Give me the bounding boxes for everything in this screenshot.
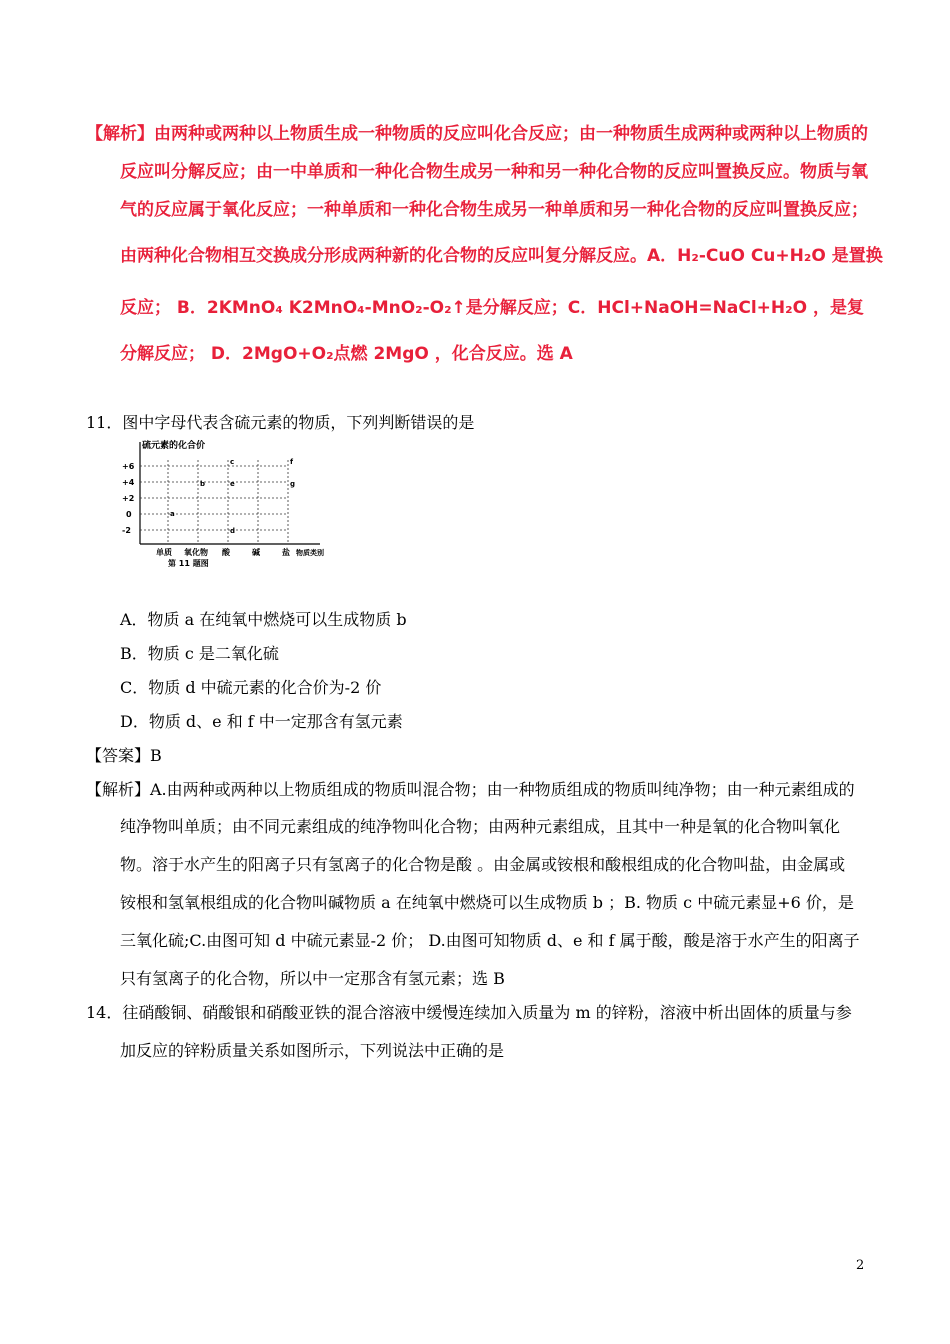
- svg-text:a: a: [170, 510, 175, 518]
- analysis-11-line-6: 只有氢离子的化合物，所以中一定那含有氢元素；选 B: [120, 969, 505, 988]
- x-cat-5: 盐: [282, 548, 290, 557]
- svg-text:e: e: [230, 480, 235, 488]
- option-c: C．物质 d 中硫元素的化合价为-2 价: [120, 678, 382, 697]
- y-tick-5: -2: [122, 526, 131, 535]
- svg-text:g: g: [290, 480, 296, 488]
- y-tick-1: +6: [122, 462, 135, 471]
- svg-text:d: d: [230, 527, 236, 535]
- analysis-11-line-3: 物。溶于水产生的阳离子只有氢离子的化合物是酸 。由金属或铵根和酸根组成的化合物叫盐，由金属或: [120, 855, 846, 874]
- analysis-line-5: 反应； B．2KMnO₄ K2MnO₄-MnO₂-O₂↑是分解反应；C．HCl+NaOH=NaCl+H₂O ，是复: [120, 298, 864, 318]
- analysis-line-3: 气的反应属于氧化反应；一种单质和一种化合物生成另一种单质和另一种化合物的反应叫置换反应；: [120, 200, 868, 220]
- option-b: B．物质 c 是二氧化硫: [120, 644, 279, 663]
- x-cat-3: 酸: [222, 548, 230, 557]
- y-tick-4: 0: [126, 510, 132, 519]
- page-number: 2: [856, 1258, 865, 1273]
- analysis-line-4: 由两种化合物相互交换成分形成两种新的化合物的反应叫复分解反应。A．H₂-CuO Cu+H₂O 是置换: [120, 246, 883, 266]
- x-cat-4: 碱: [252, 548, 260, 557]
- analysis-11-line-1: 【解析】A.由两种或两种以上物质组成的物质叫混合物；由一种物质组成的物质叫纯净物；由一种元素组成的: [86, 780, 855, 799]
- y-tick-3: +2: [122, 494, 135, 503]
- option-d: D．物质 d、e 和 f 中一定那含有氢元素: [120, 712, 403, 731]
- svg-text:c: c: [230, 458, 235, 466]
- analysis-line-2: 反应叫分解反应；由一中单质和一种化合物生成另一种和另一种化合物的反应叫置换反应。物质与氧: [120, 162, 868, 182]
- question-14-line-2: 加反应的锌粉质量关系如图所示，下列说法中正确的是: [120, 1041, 505, 1060]
- chart-title: 硫元素的化合价: [142, 441, 206, 451]
- analysis-line-6: 分解反应； D．2MgO+O₂点燃 2MgO ，化合反应。选 A: [120, 344, 573, 364]
- y-tick-2: +4: [122, 478, 135, 487]
- analysis-11-line-4: 铵根和氢氧根组成的化合物叫碱物质 a 在纯氧中燃烧可以生成物质 b ；B. 物质 c 中硫元素显+6 价，是: [120, 893, 854, 912]
- answer-11: 【答案】B: [86, 746, 162, 765]
- analysis-11-line-2: 纯净物叫单质；由不同元素组成的纯净物叫化合物；由两种元素组成，且其中一种是氧的化合物叫氧化: [120, 817, 841, 836]
- sulfur-valence-chart: [120, 436, 340, 571]
- analysis-line-1: 【解析】由两种或两种以上物质生成一种物质的反应叫化合反应；由一种物质生成两种或两种以上物质的: [86, 124, 868, 144]
- option-a: A．物质 a 在纯氧中燃烧可以生成物质 b: [120, 610, 407, 629]
- x-axis-label: 物质类别: [296, 549, 324, 557]
- x-cat-1: 单质: [156, 548, 172, 557]
- question-11-stem: 11．图中字母代表含硫元素的物质，下列判断错误的是: [86, 413, 475, 432]
- svg-text:f: f: [290, 458, 294, 466]
- chart-caption: 第 11 题图: [168, 559, 209, 568]
- question-14-line-1: 14．往硝酸铜、硝酸银和硝酸亚铁的混合溶液中缓慢连续加入质量为 m 的锌粉，溶液中析出固体的质量与参: [86, 1003, 852, 1022]
- x-cat-2: 氧化物: [184, 548, 208, 557]
- svg-text:b: b: [200, 480, 206, 488]
- analysis-11-line-5: 三氧化硫;C.由图可知 d 中硫元素显-2 价； D.由图可知物质 d、e 和 f 属于酸，酸是溶于水产生的阳离子: [120, 931, 860, 950]
